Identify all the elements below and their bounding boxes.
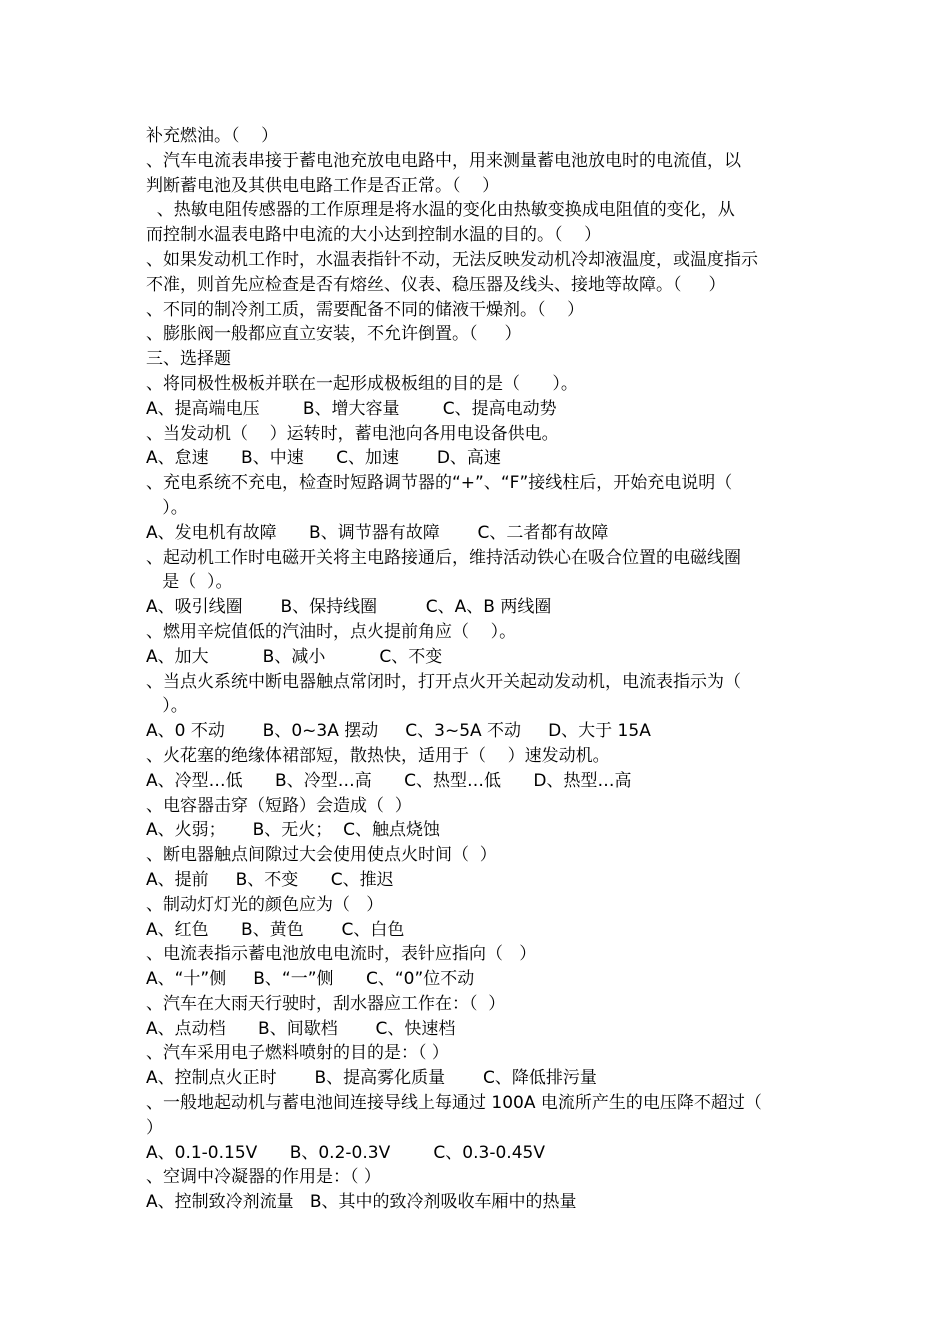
question-line: 、汽车在大雨天行驶时，刮水器应工作在：（ ） (146, 993, 506, 1014)
options-line: A、控制点火正时 B、提高雾化质量 C、降低排污量 (146, 1068, 597, 1089)
question-line: 、火花塞的绝缘体裙部短，散热快，适用于（ ）速发动机。 (146, 745, 610, 766)
text-line: 判断蓄电池及其供电电路工作是否正常。（ ） (146, 175, 500, 196)
text-line: 不准，则首先应检查是否有熔丝、仪表、稳压器及线头、接地等故障。（ ） (146, 274, 726, 295)
question-line: 、电流表指示蓄电池放电电流时，表针应指向（ ） (146, 944, 537, 965)
question-line: 、断电器触点间隙过大会使用使点火时间（ ） (146, 845, 497, 866)
text-line: 、如果发动机工作时，水温表指针不动，无法反映发动机冷却液温度，或温度指示 (146, 249, 758, 270)
options-line: A、0.1-0.15V B、0.2-0.3V C、0.3-0.45V (146, 1142, 545, 1163)
options-line: A、红色 B、黄色 C、白色 (146, 919, 405, 940)
options-line: A、发电机有故障 B、调节器有故障 C、二者都有故障 (146, 522, 609, 543)
question-line: ） (146, 1117, 163, 1138)
question-line: 是（ ）。 (146, 572, 233, 593)
question-line: ）。 (146, 696, 188, 717)
question-line: 、电容器击穿（短路）会造成（ ） (146, 795, 412, 816)
question-line: 、制动灯灯光的颜色应为（ ） (146, 894, 384, 915)
question-line: 、空调中冷凝器的作用是：（ ） (146, 1167, 381, 1188)
options-line: A、0 不动 B、0~3A 摆动 C、3~5A 不动 D、大于 15A (146, 721, 651, 742)
options-line: A、怠速 B、中速 C、加速 D、高速 (146, 448, 501, 469)
document-body (146, 124, 826, 1215)
question-line: 、充电系统不充电，检查时短路调节器的“+”、“F”接线柱后，开始充电说明（ (146, 473, 733, 494)
options-line: A、控制致冷剂流量 B、其中的致冷剂吸收车厢中的热量 (146, 1192, 577, 1213)
options-line: A、提前 B、不变 C、推迟 (146, 869, 394, 890)
options-line: A、点动档 B、间歇档 C、快速档 (146, 1018, 456, 1039)
options-line: A、“十”侧 B、“一”侧 C、“0”位不动 (146, 969, 475, 990)
options-line: A、提高端电压 B、增大容量 C、提高电动势 (146, 398, 557, 419)
text-line: 补充燃油。（ ） (146, 126, 279, 146)
text-line: 、膨胀阀一般都应直立安装，不允许倒置。（ ） (146, 324, 522, 345)
text-line: 而控制水温表电路中电流的大小达到控制水温的目的。（ ） (146, 225, 602, 246)
question-line: 、燃用辛烷值低的汽油时，点火提前角应（ ）。 (146, 621, 517, 642)
question-line: 、起动机工作时电磁开关将主电路接通后，维持活动铁心在吸合位置的电磁线圈 (146, 547, 741, 568)
question-line: 、汽车采用电子燃料喷射的目的是：（ ） (146, 1043, 449, 1064)
section-heading: 三、选择题 (146, 349, 231, 370)
question-line: 、当发动机（ ）运转时，蓄电池向各用电设备供电。 (146, 423, 559, 444)
text-line: 、不同的制冷剂工质，需要配备不同的储液干燥剂。（ ） (146, 299, 585, 320)
question-line: 、一般地起动机与蓄电池间连接导线上每通过 100A 电流所产生的电压降不超过（ (146, 1093, 762, 1114)
options-line: A、加大 B、减小 C、不变 (146, 646, 443, 667)
question-line: 、将同极性极板并联在一起形成极板组的目的是（ ）。 (146, 373, 578, 394)
question-line: 、当点火系统中断电器触点常闭时，打开点火开关起动发动机，电流表指示为（ (146, 671, 741, 692)
text-line: 、汽车电流表串接于蓄电池充放电电路中，用来测量蓄电池放电时的电流值，以 (146, 150, 741, 171)
options-line: A、冷型…低 B、冷型…高 C、热型…低 D、热型…高 (146, 770, 632, 791)
text-line: 、热敏电阻传感器的工作原理是将水温的变化由热敏变换成电阻值的变化，从 (146, 200, 735, 221)
options-line: A、吸引线圈 B、保持线圈 C、A、B 两线圈 (146, 597, 552, 618)
options-line: A、火弱； B、无火； C、触点烧蚀 (146, 820, 440, 841)
question-line: ）。 (146, 497, 188, 518)
